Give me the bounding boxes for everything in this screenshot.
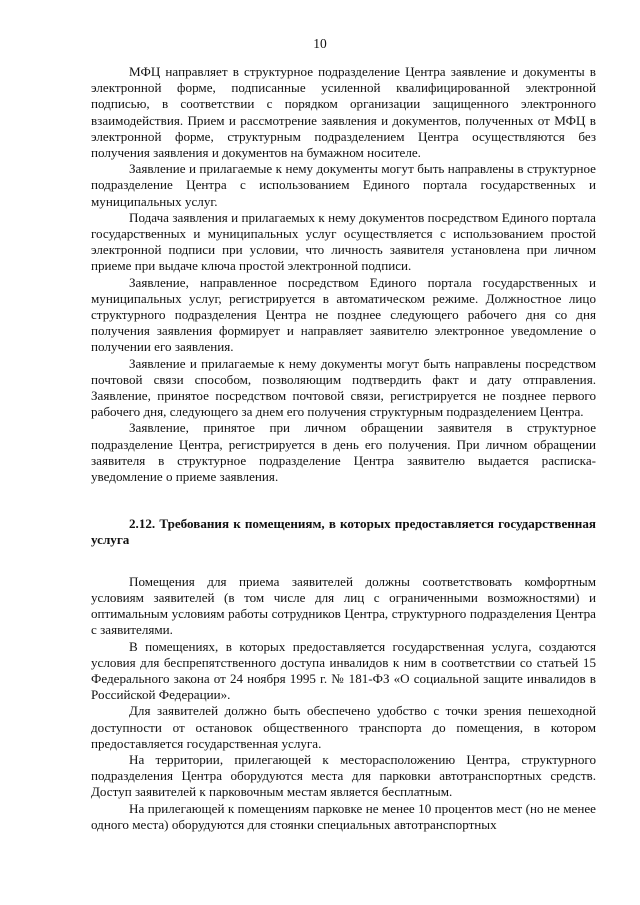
paragraph: На территории, прилегающей к месторасположению Центра, структурного подразделения Центра оборудуются места для парковки автотранспортных средств. Доступ заявителей к парковочным местам является бесплатным. bbox=[91, 751, 596, 800]
paragraph: Подача заявления и прилагаемых к нему документов посредством Единого портала государственных и муниципальных услуг осуществляется с использованием простой электронной подписи при условии, что личность заявителя установлена при личном приеме при выдаче ключа простой электронной подписи. bbox=[91, 209, 596, 274]
paragraph: МФЦ направляет в структурное подразделение Центра заявление и документы в электронной форме, подписанные усиленной квалифицированной электронной подписью, в соответствии с порядком организации защищенного электронного взаимодействия. Прием и рассмотрение заявления и документов, полученных от МФЦ в электронной форме, структурным подразделением Центра осуществляются без получения заявления и документов на бумажном носителе. bbox=[91, 64, 596, 161]
document-body bbox=[91, 64, 596, 833]
paragraph: На прилегающей к помещениям парковке не менее 10 процентов мест (но не менее одного места) оборудуются для стоянки специальных автотранспортных bbox=[91, 800, 596, 832]
paragraph: Заявление, направленное посредством Единого портала государственных и муниципальных услуг, регистрируется в автоматическом режиме. Должностное лицо структурного подразделения Центра не позднее следующего рабочего дня со дня получения заявления формирует и направляет заявителю электронное уведомление о получении его заявления. bbox=[91, 274, 596, 355]
paragraph: Заявление и прилагаемые к нему документы могут быть направлены посредством почтовой связи способом, позволяющим подтвердить факт и дату отправления. Заявление, принятое посредством почтовой связи, регистрируется не позднее первого рабочего дня, следующего за днем его получения структурным подразделением Центра. bbox=[91, 355, 596, 420]
section-gap bbox=[91, 549, 596, 574]
paragraph: Заявление, принятое при личном обращении заявителя в структурное подразделение Центра, регистрируется в день его получения. При личном обращении заявителя в структурное подразделение Центра заявителю выдается расписка-уведомление о приеме заявления. bbox=[91, 420, 596, 485]
paragraph: Для заявителей должно быть обеспечено удобство с точки зрения пешеходной доступности от остановок общественного транспорта до помещения, в котором предоставляется государственная услуга. bbox=[91, 703, 596, 751]
page-number: 10 bbox=[313, 36, 327, 51]
section-heading: 2.12. Требования к помещениям, в которых предоставляется государственная услуга bbox=[91, 516, 596, 548]
paragraph: Помещения для приема заявителей должны соответствовать комфортным условиям заявителей (в том числе для лиц с ограниченными возможностями) и оптимальным условиям работы сотрудников Центра, структурного подразделения Центра с заявителями. bbox=[91, 573, 596, 638]
paragraph: В помещениях, в которых предоставляется государственная услуга, создаются условия для беспрепятственного доступа инвалидов к ним в соответствии со статьей 15 Федерального закона от 24 ноября 1995 г. № 181-ФЗ «О социальной защите инвалидов в Российской Федерации». bbox=[91, 638, 596, 703]
paragraph: Заявление и прилагаемые к нему документы могут быть направлены в структурное подразделение Центра с использованием Единого портала государственных и муниципальных услуг. bbox=[91, 161, 596, 209]
